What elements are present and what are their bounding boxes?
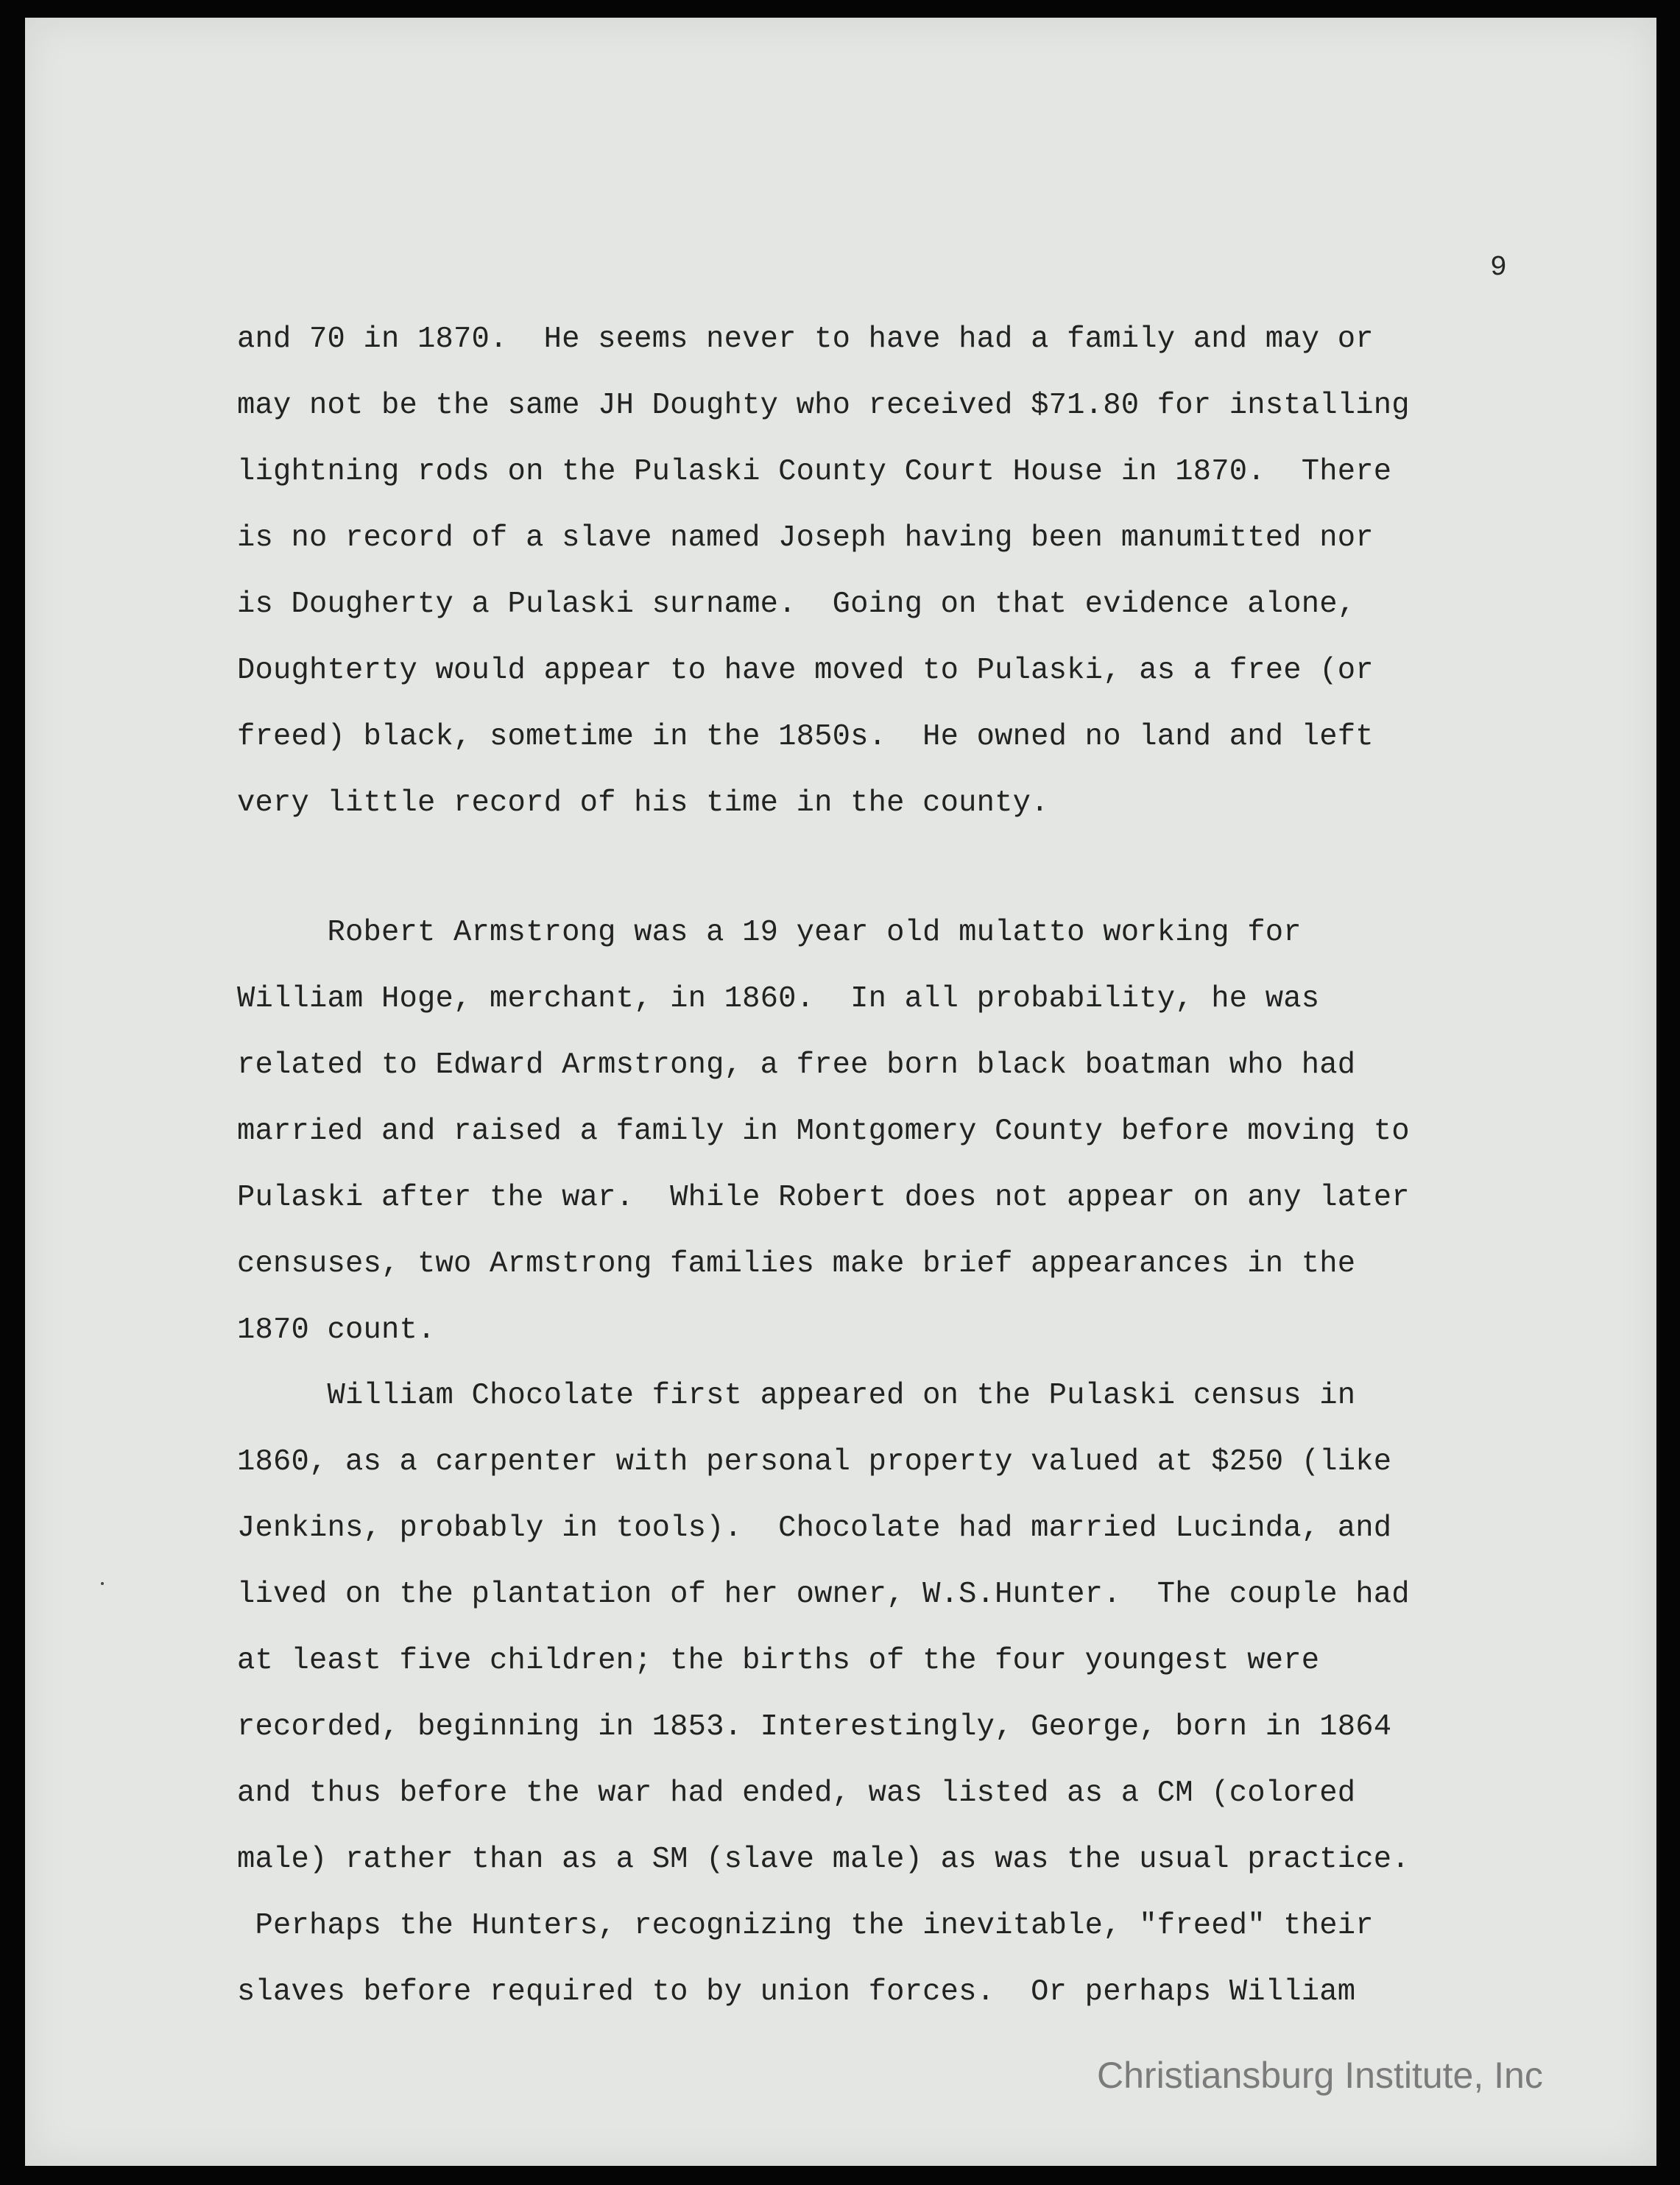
- text-line: Robert Armstrong was a 19 year old mulatto working for: [237, 916, 1302, 950]
- text-line: Perhaps the Hunters, recognizing the inevitable, "freed" their: [237, 1909, 1374, 1943]
- text-line: and thus before the war had ended, was listed as a CM (colored: [237, 1776, 1356, 1810]
- paragraph-chocolate: [237, 1363, 1606, 2025]
- text-line: Jenkins, probably in tools). Chocolate had married Lucinda, and: [237, 1511, 1392, 1545]
- paragraph-armstrong: [237, 900, 1606, 1363]
- text-line: Doughterty would appear to have moved to Pulaski, as a free (or: [237, 654, 1374, 688]
- text-line: related to Edward Armstrong, a free born black boatman who had: [237, 1048, 1356, 1082]
- document-page: [25, 18, 1656, 2166]
- text-line: William Chocolate first appeared on the Pulaski census in: [237, 1379, 1356, 1413]
- text-line: lightning rods on the Pulaski County Court House in 1870. There: [237, 455, 1392, 489]
- paragraph-doughterty: [237, 306, 1606, 836]
- text-line: recorded, beginning in 1853. Interestingly, George, born in 1864: [237, 1710, 1392, 1744]
- text-line: is no record of a slave named Joseph having been manumitted nor: [237, 521, 1374, 555]
- text-line: male) rather than as a SM (slave male) as was the usual practice.: [237, 1843, 1410, 1877]
- text-line: and 70 in 1870. He seems never to have had a family and may or: [237, 322, 1374, 356]
- text-line: Pulaski after the war. While Robert does not appear on any later: [237, 1181, 1410, 1215]
- text-line: freed) black, sometime in the 1850s. He owned no land and left: [237, 720, 1374, 754]
- text-line: at least five children; the births of the four youngest were: [237, 1644, 1320, 1678]
- text-line: married and raised a family in Montgomery County before moving to: [237, 1115, 1410, 1148]
- stray-mark: [101, 1582, 104, 1585]
- text-line: censuses, two Armstrong families make brief appearances in the: [237, 1247, 1356, 1281]
- text-line: is Dougherty a Pulaski surname. Going on that evidence alone,: [237, 587, 1356, 621]
- text-line: very little record of his time in the county.: [237, 786, 1049, 820]
- text-line: slaves before required to by union forces. Or perhaps William: [237, 1975, 1356, 2009]
- watermark: Christiansburg Institute, Inc: [1097, 2055, 1543, 2096]
- text-line: 1860, as a carpenter with personal property valued at $250 (like: [237, 1445, 1392, 1479]
- text-line: 1870 count.: [237, 1313, 436, 1347]
- page-number: 9: [1490, 252, 1507, 283]
- text-line: William Hoge, merchant, in 1860. In all probability, he was: [237, 982, 1320, 1016]
- text-line: may not be the same JH Doughty who received $71.80 for installing: [237, 389, 1410, 423]
- text-line: lived on the plantation of her owner, W.S.Hunter. The couple had: [237, 1578, 1410, 1612]
